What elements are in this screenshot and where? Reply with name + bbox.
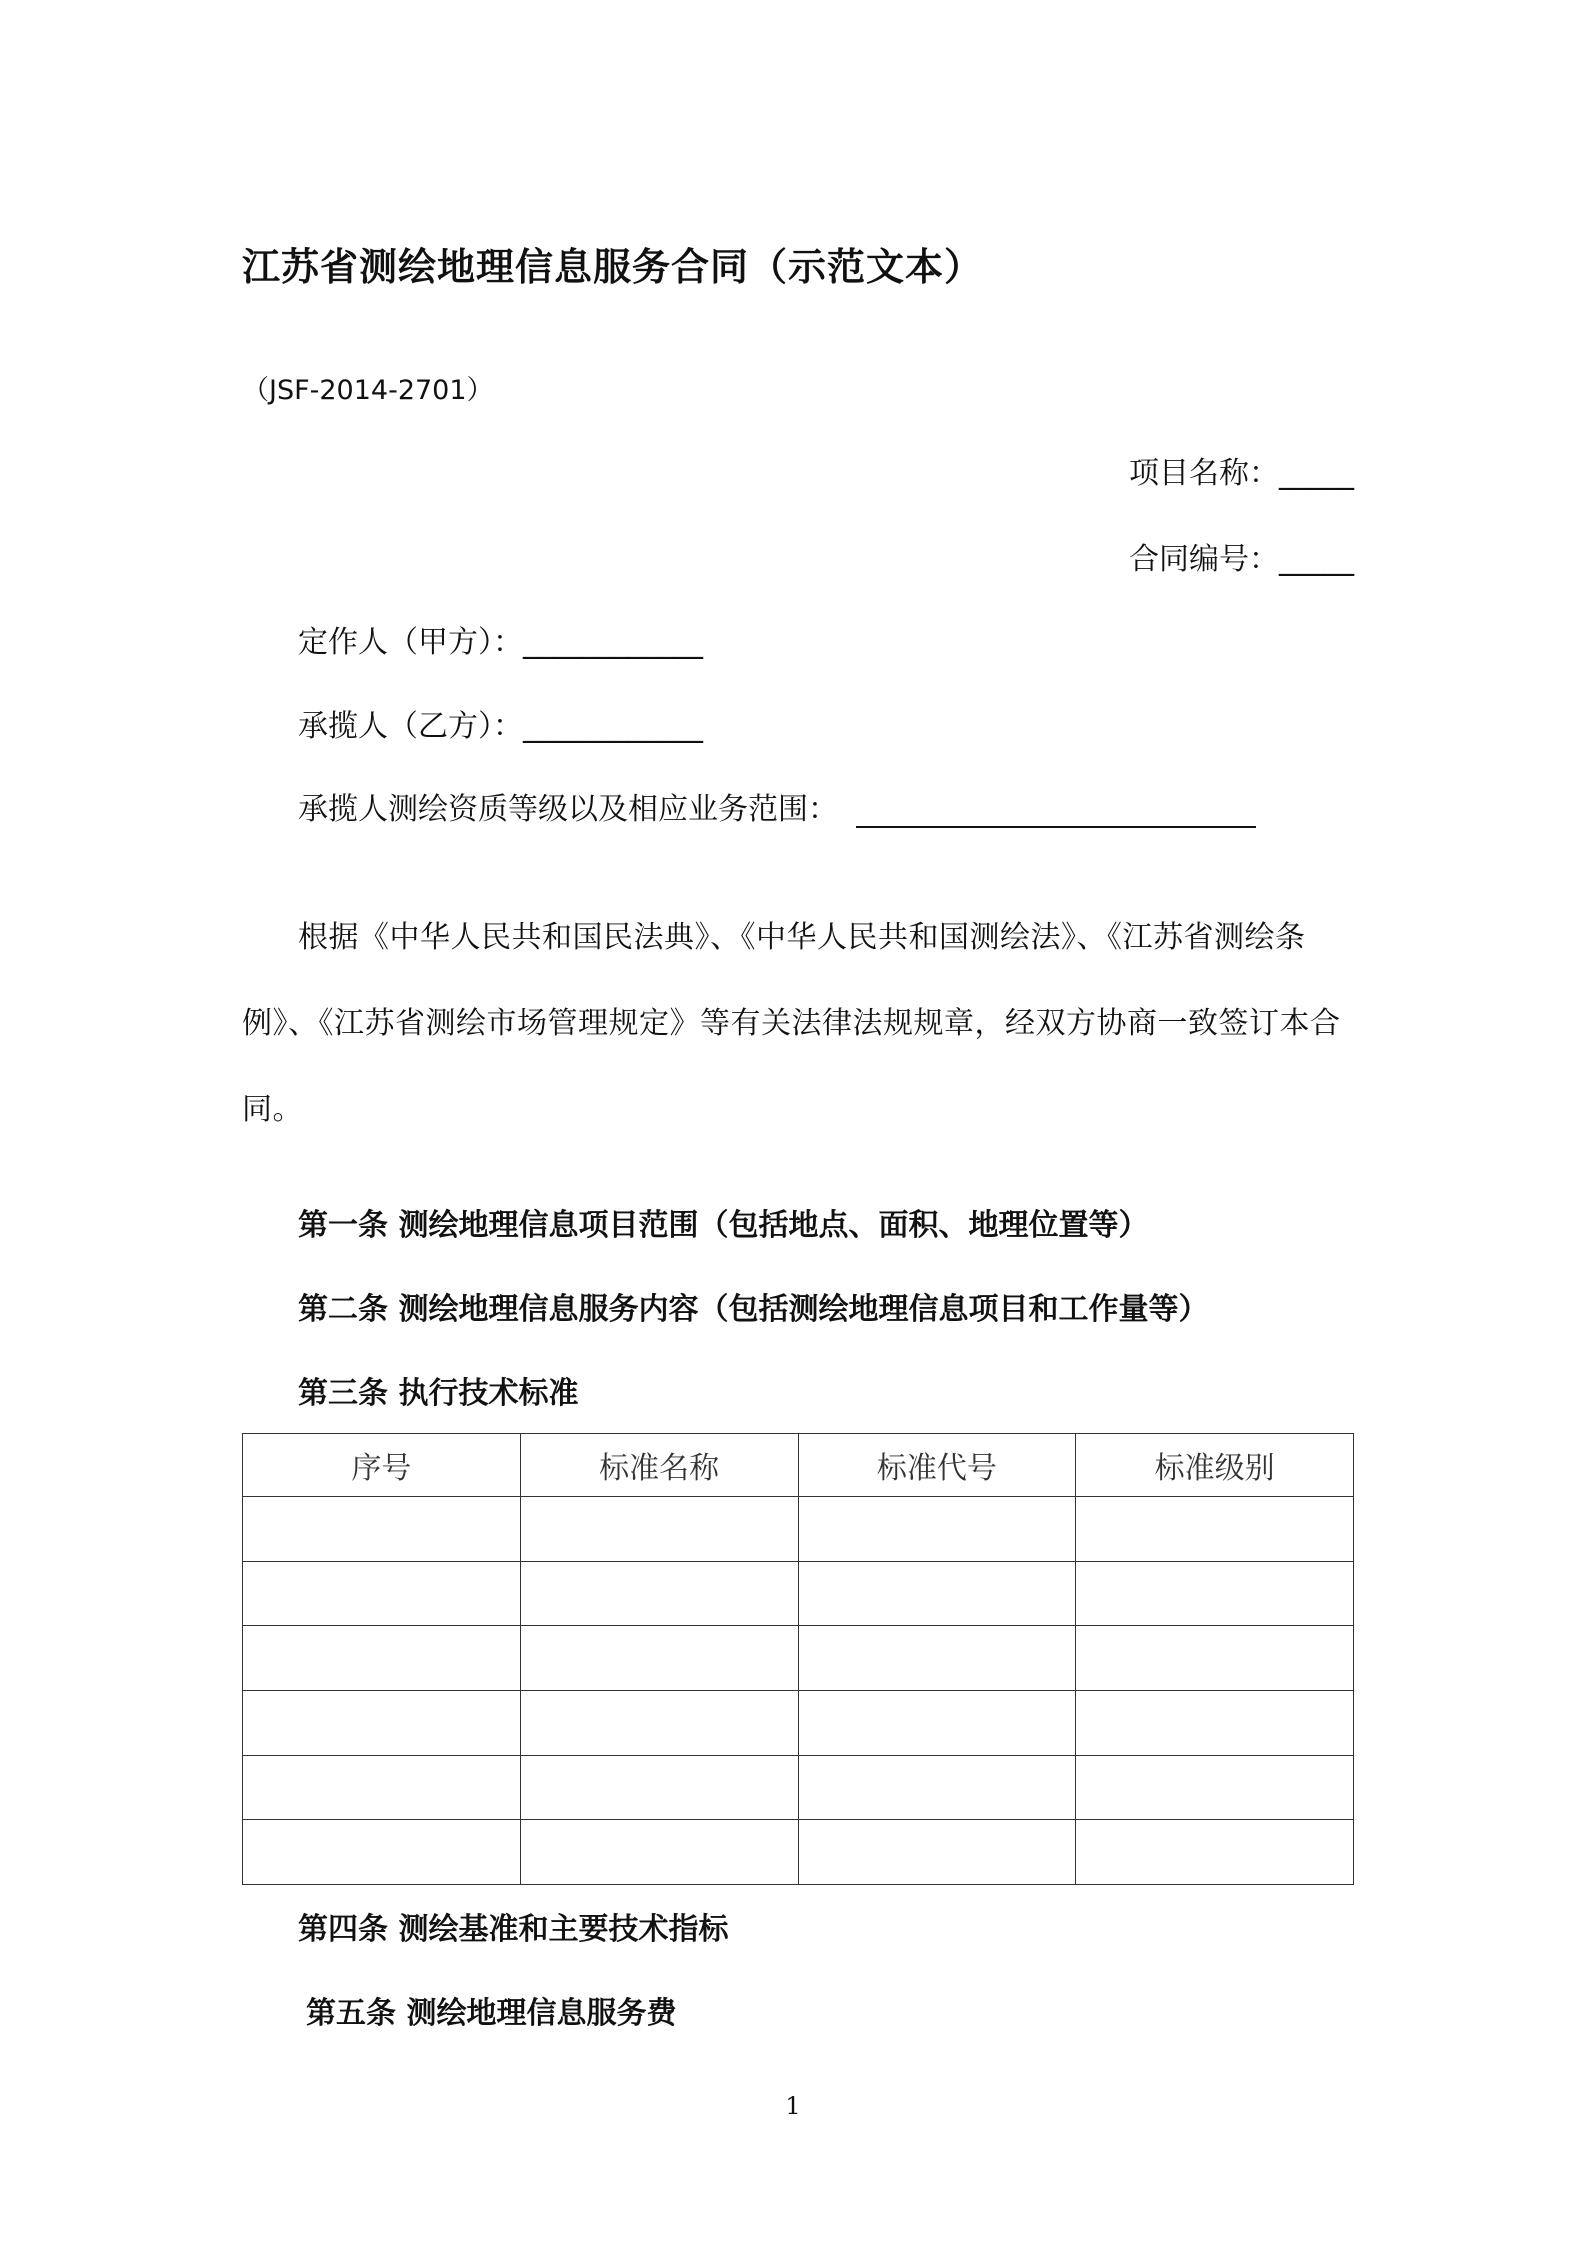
table-row	[243, 1626, 1354, 1691]
contract-number-field: 合同编号：_____	[1129, 542, 1354, 577]
article-3-heading: 第三条 执行技术标准	[298, 1376, 579, 1411]
table-cell	[243, 1626, 521, 1691]
standards-table	[242, 1433, 1354, 1885]
table-cell	[243, 1690, 521, 1755]
article-2-heading: 第二条 测绘地理信息服务内容（包括测绘地理信息项目和工作量等）	[298, 1292, 1209, 1327]
header-standard-level: 标准级别	[1076, 1434, 1354, 1497]
qualification-label: 承揽人测绘资质等级以及相应业务范围：	[298, 792, 838, 827]
table-cell	[520, 1755, 798, 1820]
table-cell	[798, 1626, 1076, 1691]
table-cell	[798, 1561, 1076, 1626]
table-row	[243, 1820, 1354, 1885]
project-name-field: 项目名称：_____	[1129, 456, 1354, 491]
table-cell	[798, 1497, 1076, 1562]
table-cell	[520, 1820, 798, 1885]
table-cell	[520, 1626, 798, 1691]
table-cell	[1076, 1626, 1354, 1691]
table-cell	[1076, 1820, 1354, 1885]
table-cell	[243, 1561, 521, 1626]
table-row	[243, 1497, 1354, 1562]
table-cell	[1076, 1561, 1354, 1626]
table-cell	[798, 1820, 1076, 1885]
document-title: 江苏省测绘地理信息服务合同（示范文本）	[242, 245, 984, 289]
table-row	[243, 1690, 1354, 1755]
qualification-field	[298, 784, 1256, 828]
qualification-blank-line	[856, 796, 1256, 828]
table-cell	[243, 1820, 521, 1885]
table-cell	[243, 1497, 521, 1562]
article-4-heading: 第四条 测绘基准和主要技术指标	[298, 1912, 729, 1947]
table-cell	[798, 1755, 1076, 1820]
table-row	[243, 1561, 1354, 1626]
table-cell	[798, 1690, 1076, 1755]
header-standard-name: 标准名称	[520, 1434, 798, 1497]
table-cell	[243, 1755, 521, 1820]
table-cell	[1076, 1690, 1354, 1755]
party-b-field: 承揽人（乙方）：____________	[298, 709, 703, 744]
article-5-heading: 第五条 测绘地理信息服务费	[306, 1996, 677, 2031]
table-cell	[520, 1561, 798, 1626]
page-number: 1	[785, 2092, 801, 2120]
header-standard-code: 标准代号	[798, 1434, 1076, 1497]
table-cell	[520, 1690, 798, 1755]
document-code: （JSF-2014-2701）	[242, 375, 494, 406]
article-1-heading: 第一条 测绘地理信息项目范围（包括地点、面积、地理位置等）	[298, 1208, 1149, 1243]
table-cell	[520, 1497, 798, 1562]
header-serial-number: 序号	[243, 1434, 521, 1497]
table-cell	[1076, 1497, 1354, 1562]
intro-paragraph: 根据《中华人民共和国民法典》、《中华人民共和国测绘法》、《江苏省测绘条例》、《江苏省测绘市场管理规定》等有关法律法规规章，经双方协商一致签订本合同。	[242, 920, 1341, 1127]
table-header-row	[243, 1434, 1354, 1497]
table-cell	[1076, 1755, 1354, 1820]
party-a-field: 定作人（甲方）：____________	[298, 625, 703, 660]
table-row	[243, 1755, 1354, 1820]
